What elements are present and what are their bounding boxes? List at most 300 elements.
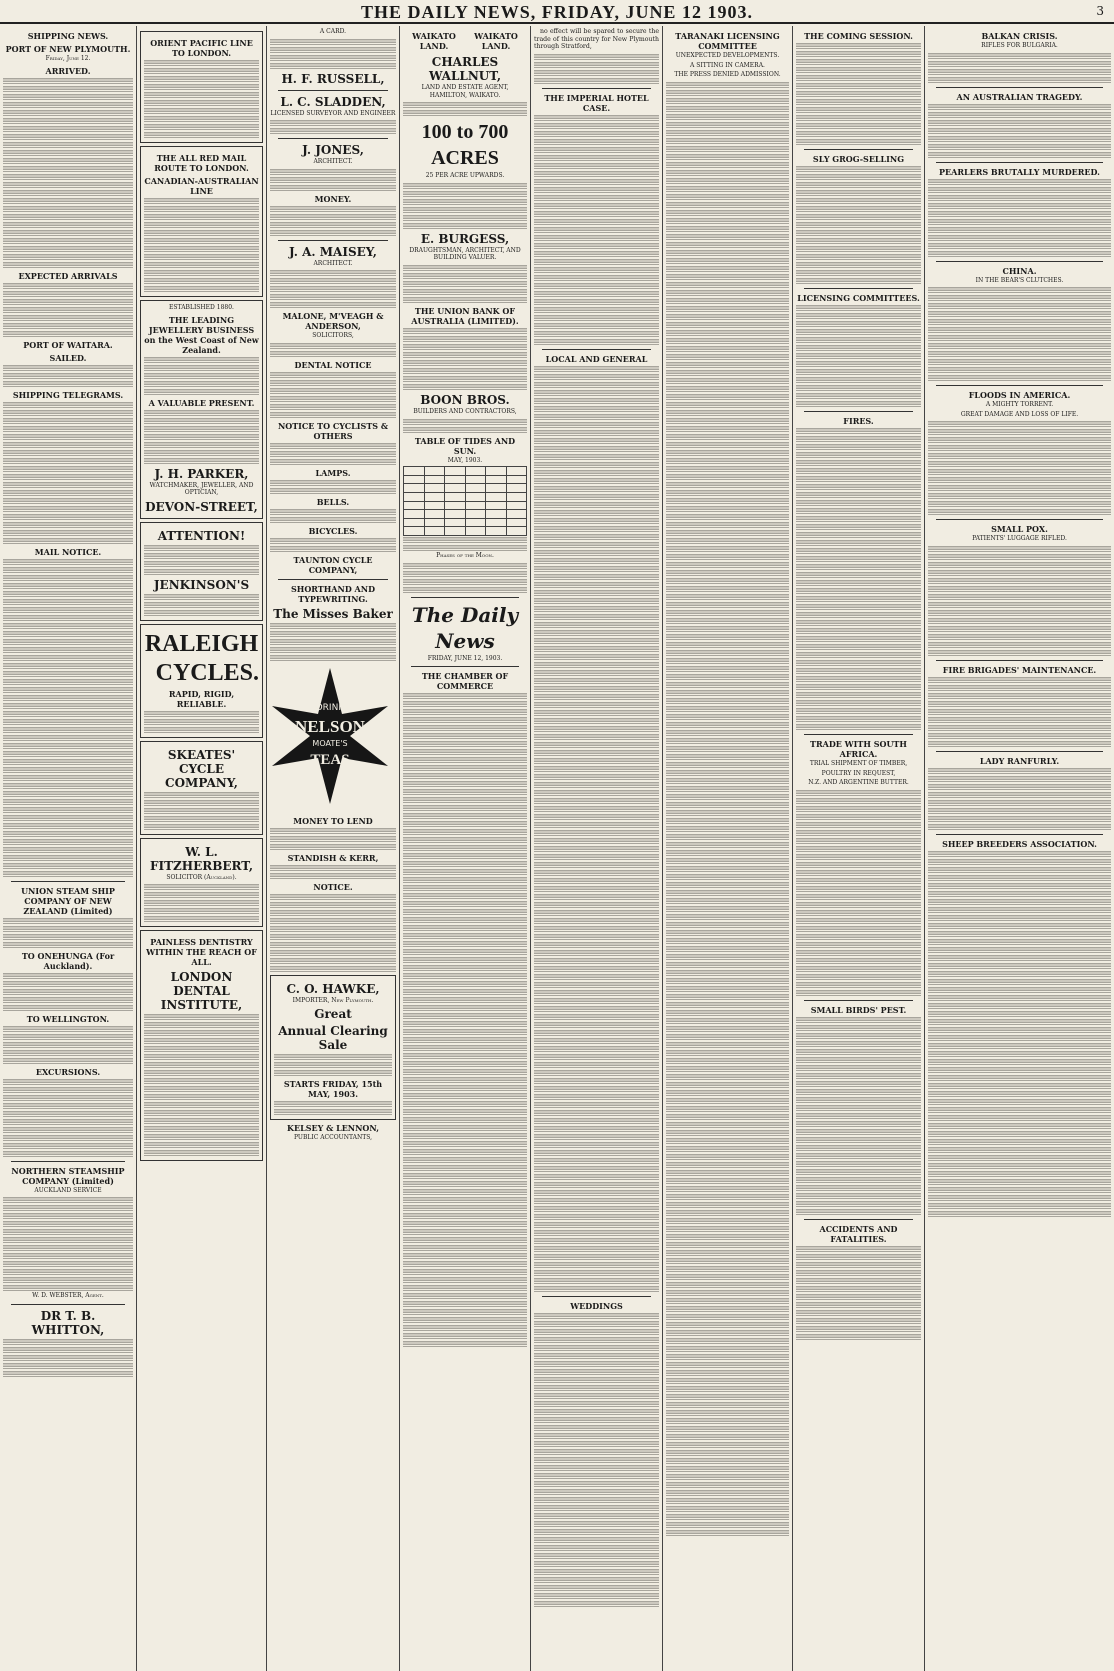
text-block — [534, 1344, 659, 1351]
text-block — [928, 676, 1111, 683]
text-block — [534, 1029, 659, 1036]
text-block — [796, 805, 921, 812]
text-block — [534, 61, 659, 68]
text-block — [796, 277, 921, 284]
text-block — [534, 525, 659, 532]
text-block — [796, 50, 921, 57]
text-block — [403, 536, 527, 543]
text-block — [274, 1053, 392, 1060]
text-block — [403, 836, 527, 843]
text-block — [403, 964, 527, 971]
text-block — [403, 908, 527, 915]
text-block — [534, 389, 659, 396]
divider — [936, 261, 1103, 262]
text-block — [144, 891, 259, 898]
text-block — [3, 380, 133, 387]
text-block — [796, 1088, 921, 1095]
text-block — [403, 692, 527, 699]
text-block — [796, 237, 921, 244]
balkan-heading: BALKAN CRISIS. — [981, 31, 1058, 41]
text-block — [3, 229, 133, 236]
text-block — [270, 229, 396, 236]
text-block — [3, 77, 133, 84]
text-block — [403, 426, 527, 433]
attention-heading: ATTENTION! — [157, 528, 246, 543]
text-block — [403, 367, 527, 374]
text-block — [3, 133, 133, 140]
text-block — [666, 801, 789, 808]
text-block — [144, 815, 259, 822]
text-block — [796, 189, 921, 196]
text-block — [534, 869, 659, 876]
text-block — [534, 290, 659, 297]
text-block — [3, 1150, 133, 1157]
text-block — [666, 1289, 789, 1296]
text-block — [928, 218, 1111, 225]
text-block — [666, 1089, 789, 1096]
text-block — [403, 732, 527, 739]
text-block — [796, 42, 921, 49]
text-block — [3, 101, 133, 108]
text-block — [144, 1101, 259, 1108]
text-block — [796, 245, 921, 252]
text-block — [3, 181, 133, 188]
text-block — [3, 457, 133, 464]
text-block — [928, 866, 1111, 873]
text-block — [666, 417, 789, 424]
text-block — [3, 473, 133, 480]
text-block — [403, 280, 527, 287]
text-block — [666, 1153, 789, 1160]
text-block — [666, 537, 789, 544]
text-block — [796, 1024, 921, 1031]
text-block — [666, 681, 789, 688]
text-block — [796, 312, 921, 319]
text-block — [144, 269, 259, 276]
text-block — [534, 1269, 659, 1276]
text-block — [403, 916, 527, 923]
text-block — [3, 322, 133, 329]
text-block — [534, 1205, 659, 1212]
onehunga-heading: TO ONEHUNGA (For Auckland). — [21, 950, 115, 971]
text-block — [666, 1305, 789, 1312]
text-block — [3, 306, 133, 313]
text-block — [403, 1260, 527, 1267]
text-block — [3, 1260, 133, 1267]
text-block — [403, 1252, 527, 1259]
text-block — [534, 829, 659, 836]
boon-title: BUILDERS AND CONTRACTORS, — [413, 407, 517, 415]
divider — [936, 660, 1103, 661]
sale-start: STARTS FRIDAY, 15th MAY, 1903. — [283, 1079, 383, 1100]
text-block — [3, 941, 133, 948]
text-block — [928, 799, 1111, 806]
text-block — [928, 476, 1111, 483]
text-block — [270, 630, 396, 637]
text-block — [534, 885, 659, 892]
text-block — [928, 1146, 1111, 1153]
text-block — [666, 1113, 789, 1120]
text-block — [666, 577, 789, 584]
text-block — [144, 99, 259, 106]
text-block — [534, 1189, 659, 1196]
text-block — [144, 823, 259, 830]
text-block — [144, 1069, 259, 1076]
column-ads-professional — [267, 26, 399, 1671]
text-block — [270, 176, 396, 183]
text-block — [928, 922, 1111, 929]
text-block — [3, 449, 133, 456]
divider — [278, 579, 388, 580]
text-block — [796, 925, 921, 932]
text-block — [796, 981, 921, 988]
text-block — [534, 461, 659, 468]
text-block — [534, 637, 659, 644]
text-block — [144, 791, 259, 798]
text-block — [796, 643, 921, 650]
text-block — [270, 395, 396, 402]
text-block — [796, 328, 921, 335]
text-block — [403, 586, 527, 593]
text-block — [928, 874, 1111, 881]
text-block — [666, 1441, 789, 1448]
text-block — [928, 890, 1111, 897]
text-block — [3, 774, 133, 781]
divider — [542, 1296, 651, 1297]
luggage-subheading: PATIENTS' LUGGAGE RIFLED. — [972, 535, 1067, 543]
text-block — [796, 909, 921, 916]
text-block — [796, 1136, 921, 1143]
text-block — [796, 691, 921, 698]
burgess-name: E. BURGESS, — [420, 231, 510, 246]
text-block — [928, 135, 1111, 142]
text-block — [796, 1064, 921, 1071]
text-block — [534, 893, 659, 900]
divider — [804, 734, 913, 735]
text-block — [3, 917, 133, 924]
text-block — [666, 633, 789, 640]
text-block — [3, 862, 133, 869]
text-block — [144, 1117, 259, 1124]
text-block — [796, 1253, 921, 1260]
text-block — [534, 589, 659, 596]
text-block — [534, 413, 659, 420]
text-block — [534, 1077, 659, 1084]
text-block — [534, 925, 659, 932]
text-block — [403, 980, 527, 987]
text-block — [144, 1125, 259, 1132]
text-block — [534, 981, 659, 988]
text-block — [534, 194, 659, 201]
moon-phases: Phases of the Moon. — [436, 551, 494, 559]
text-block — [796, 1104, 921, 1111]
divider — [936, 162, 1103, 163]
text-block — [666, 105, 789, 112]
text-block — [3, 606, 133, 613]
text-block — [666, 809, 789, 816]
text-block — [403, 1100, 527, 1107]
text-block — [666, 657, 789, 664]
text-block — [403, 296, 527, 303]
text-block — [534, 1197, 659, 1204]
text-block — [534, 437, 659, 444]
text-block — [3, 996, 133, 1003]
maisey-name: J. A. MAISEY, — [289, 244, 377, 259]
text-block — [270, 458, 396, 465]
text-block — [666, 1129, 789, 1136]
text-block — [796, 1208, 921, 1215]
trade-butter: N.Z. AND ARGENTINE BUTTER. — [808, 779, 909, 787]
text-block — [796, 571, 921, 578]
text-block — [144, 380, 259, 387]
text-block — [666, 297, 789, 304]
text-block — [796, 651, 921, 658]
text-block — [534, 1165, 659, 1172]
text-block — [3, 1057, 133, 1064]
text-block — [928, 374, 1111, 381]
text-block — [534, 282, 659, 289]
text-block — [403, 1196, 527, 1203]
torrent-subheading: A MIGHTY TORRENT. — [985, 401, 1054, 409]
text-block — [403, 101, 527, 108]
text-block — [928, 250, 1111, 257]
text-block — [666, 425, 789, 432]
text-block — [534, 1528, 659, 1535]
text-block — [534, 709, 659, 716]
text-block — [534, 1384, 659, 1391]
text-block — [534, 306, 659, 313]
text-block — [403, 375, 527, 382]
text-block — [666, 249, 789, 256]
text-block — [3, 1220, 133, 1227]
text-block — [3, 598, 133, 605]
text-block — [796, 1168, 921, 1175]
text-block — [928, 1130, 1111, 1137]
text-block — [928, 938, 1111, 945]
advertisement-box — [140, 300, 263, 519]
text-block — [534, 909, 659, 916]
text-block — [3, 686, 133, 693]
text-block — [403, 343, 527, 350]
text-block — [666, 697, 789, 704]
text-block — [403, 1308, 527, 1315]
text-block — [666, 1217, 789, 1224]
text-block — [666, 977, 789, 984]
floods-heading: FLOODS IN AMERICA. — [968, 390, 1071, 401]
text-block — [928, 358, 1111, 365]
text-block — [928, 633, 1111, 640]
text-block — [144, 1021, 259, 1028]
text-block — [403, 1292, 527, 1299]
text-block — [796, 304, 921, 311]
licensing-committees-heading: LICENSING COMMITTEES. — [797, 293, 920, 303]
text-block — [666, 1385, 789, 1392]
text-block — [666, 1233, 789, 1240]
all-red-route: THE ALL RED MAIL ROUTE TO LONDON. — [154, 153, 249, 173]
text-block — [796, 483, 921, 490]
text-block — [403, 724, 527, 731]
text-block — [3, 1134, 133, 1141]
text-block — [666, 169, 789, 176]
text-block — [3, 245, 133, 252]
text-block — [3, 1252, 133, 1259]
text-block — [403, 860, 527, 867]
text-block — [928, 1034, 1111, 1041]
text-block — [666, 905, 789, 912]
text-block — [928, 1154, 1111, 1161]
text-block — [796, 376, 921, 383]
text-block — [144, 544, 259, 551]
text-block — [403, 1204, 527, 1211]
text-block — [666, 177, 789, 184]
text-block — [403, 772, 527, 779]
advertisement-box — [140, 838, 263, 928]
text-block — [144, 718, 259, 725]
text-block — [3, 425, 133, 432]
text-block — [796, 853, 921, 860]
divider — [804, 411, 913, 412]
text-block — [3, 822, 133, 829]
text-block — [534, 781, 659, 788]
text-block — [403, 1052, 527, 1059]
text-block — [403, 578, 527, 585]
accidents-heading: ACCIDENTS AND FATALITIES. — [819, 1223, 898, 1244]
text-block — [403, 383, 527, 390]
text-block — [666, 1449, 789, 1456]
text-block — [796, 352, 921, 359]
pearlers-heading: PEARLERS BRUTALLY MURDERED. — [939, 166, 1100, 177]
text-block — [144, 441, 259, 448]
taranaki-subheading: UNEXPECTED DEVELOPMENTS. — [675, 52, 780, 59]
text-block — [3, 558, 133, 565]
text-block — [144, 1053, 259, 1060]
text-block — [796, 1048, 921, 1055]
text-block — [928, 460, 1111, 467]
text-block — [3, 798, 133, 805]
text-block — [796, 789, 921, 796]
sailed-heading: SAILED. — [49, 352, 87, 363]
text-block — [534, 162, 659, 169]
text-block — [928, 569, 1111, 576]
divider — [11, 1304, 125, 1305]
text-block — [270, 46, 396, 53]
text-block — [3, 1094, 133, 1101]
text-block — [928, 978, 1111, 985]
masthead-title: THE DAILY NEWS, FRIDAY, JUNE 12 1903. — [361, 2, 753, 22]
text-block — [3, 742, 133, 749]
text-block — [666, 857, 789, 864]
wellington-heading: TO WELLINGTON. — [26, 1013, 110, 1024]
text-block — [3, 933, 133, 940]
text-block — [666, 601, 789, 608]
text-block — [928, 700, 1111, 707]
text-block — [928, 119, 1111, 126]
text-block — [144, 568, 259, 575]
text-block — [666, 1105, 789, 1112]
text-block — [403, 764, 527, 771]
text-block — [3, 497, 133, 504]
text-block — [144, 1037, 259, 1044]
union-company: UNION STEAM SHIP COMPANY OF NEW ZEALAND (Limited) — [21, 885, 115, 916]
text-block — [270, 205, 396, 212]
text-block — [928, 302, 1111, 309]
text-block — [3, 566, 133, 573]
shipping-heading: SHIPPING NEWS. — [27, 31, 109, 41]
text-block — [796, 901, 921, 908]
text-block — [796, 659, 921, 666]
camera-subheading: A SITTING IN CAMERA. — [690, 61, 765, 69]
text-block — [403, 932, 527, 939]
text-block — [3, 646, 133, 653]
annual-sale: Annual Clearing Sale — [278, 1024, 388, 1053]
text-block — [666, 361, 789, 368]
text-block — [928, 716, 1111, 723]
trade-africa-heading: TRADE WITH SOUTH AFRICA. — [810, 739, 907, 759]
text-block — [534, 533, 659, 540]
text-block — [796, 173, 921, 180]
text-block — [666, 1225, 789, 1232]
text-block — [270, 450, 396, 457]
text-block — [534, 1544, 659, 1551]
text-block — [928, 111, 1111, 118]
text-block — [270, 54, 396, 61]
text-block — [796, 869, 921, 876]
divider — [542, 88, 651, 89]
text-block — [928, 484, 1111, 491]
text-block — [403, 1332, 527, 1339]
text-block — [534, 1352, 659, 1359]
text-block — [796, 1245, 921, 1252]
text-block — [403, 288, 527, 295]
text-block — [403, 780, 527, 787]
text-block — [796, 269, 921, 276]
text-block — [144, 83, 259, 90]
text-block — [534, 138, 659, 145]
text-block — [796, 229, 921, 236]
text-block — [534, 613, 659, 620]
text-block — [534, 605, 659, 612]
text-block — [928, 783, 1111, 790]
hawke-title: IMPORTER, New Plymouth. — [292, 996, 374, 1004]
text-block — [534, 1448, 659, 1455]
text-block — [796, 221, 921, 228]
text-block — [666, 945, 789, 952]
bicycles-heading: BICYCLES. — [308, 525, 358, 536]
text-block — [796, 1096, 921, 1103]
text-block — [534, 765, 659, 772]
text-block — [928, 775, 1111, 782]
text-block — [3, 481, 133, 488]
text-block — [144, 915, 259, 922]
page-number: 3 — [1096, 4, 1104, 18]
text-block — [3, 109, 133, 116]
text-block — [796, 619, 921, 626]
text-block — [534, 1584, 659, 1591]
text-block — [144, 601, 259, 608]
text-block — [534, 821, 659, 828]
text-block — [534, 1085, 659, 1092]
text-block — [144, 1093, 259, 1100]
card-label: A CARD. — [319, 28, 347, 35]
text-block — [144, 1013, 259, 1020]
text-block — [3, 670, 133, 677]
text-block — [144, 131, 259, 138]
text-block — [534, 258, 659, 265]
text-block — [928, 178, 1111, 185]
text-block — [403, 796, 527, 803]
text-block — [534, 877, 659, 884]
text-block — [534, 1328, 659, 1335]
